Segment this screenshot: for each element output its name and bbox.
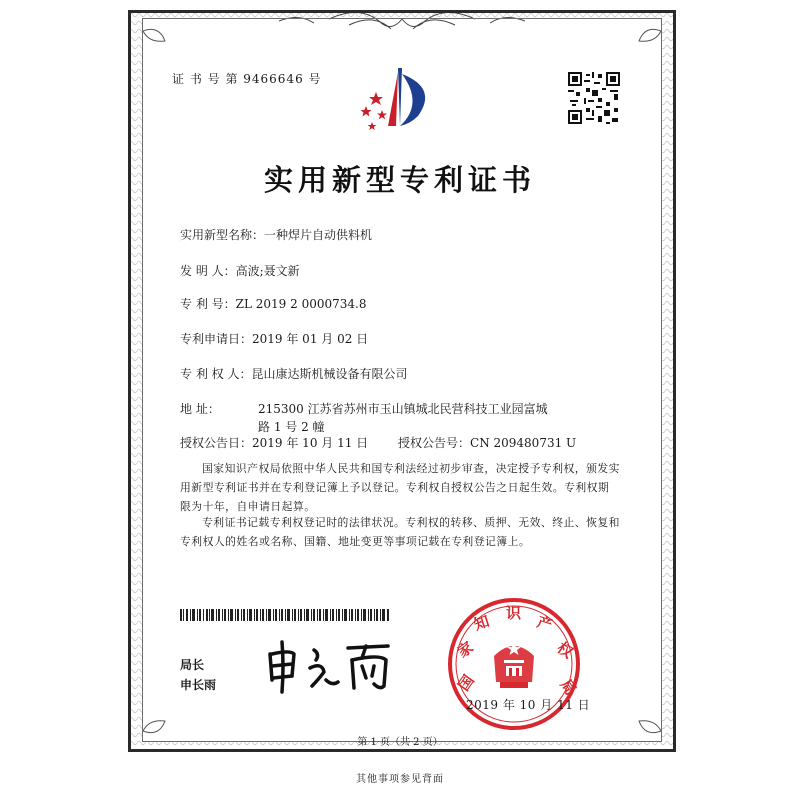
field-grant-announce-number: [398, 434, 576, 452]
field-patent-number: [180, 295, 366, 313]
field-value: 高波;聂文新: [235, 264, 300, 278]
field-patentee: [180, 365, 407, 383]
field-label: 发 明 人：: [180, 264, 236, 278]
page-number: 第 1 页（共 2 页）: [357, 737, 443, 748]
seal-date: 2019 年 10 月 11 日: [466, 698, 591, 712]
field-value: 一种焊片自动供料机: [264, 228, 373, 242]
field-label: 专 利 权 人：: [180, 367, 252, 381]
svg-text:识: 识: [506, 604, 522, 622]
svg-text:家: 家: [453, 637, 477, 662]
footer-note: 其他事项参见背面: [356, 774, 444, 785]
director-signature: [262, 636, 402, 694]
field-label: 地 址：: [180, 402, 220, 416]
field-label: 授权公告日：: [180, 436, 253, 450]
field-value: 昆山康达斯机械设备有限公司: [251, 367, 408, 381]
body-paragraph: 专利证书记载专利权登记时的法律状况。专利权的转移、质押、无效、终止、恢复和专利权人的姓名或名称、国籍、地址变更等事项记载在专利登记簿上。: [180, 516, 620, 548]
qr-code: [566, 70, 622, 126]
patent-office-emblem-icon: [352, 64, 448, 144]
field-address: [180, 400, 560, 436]
field-label: 授权公告号：: [398, 436, 471, 450]
svg-text:权: 权: [553, 638, 577, 662]
field-label: 专 利 号：: [180, 297, 236, 311]
svg-text:知: 知: [471, 612, 492, 634]
field-utility-name: [180, 226, 372, 244]
director-title: 局长: [180, 658, 205, 672]
field-application-date: [180, 330, 368, 348]
field-label: 实用新型名称：: [180, 228, 265, 242]
director-name: 申长雨: [180, 678, 217, 692]
field-value: 2019 年 10 月 11 日: [252, 436, 369, 450]
certificate-title: 实用新型专利证书: [263, 163, 536, 197]
field-value: 2019 年 01 月 02 日: [252, 332, 369, 346]
certificate-number: 证 书 号 第 9466646 号: [172, 72, 322, 86]
svg-text:国: 国: [454, 671, 478, 695]
field-label: 专利申请日：: [180, 332, 253, 346]
field-value: 215300 江苏省苏州市玉山镇城北民营科技工业园富城路 1 号 2 幢: [258, 402, 548, 434]
svg-text:局: 局: [556, 675, 581, 699]
field-grant-announce-date: [180, 434, 368, 452]
field-inventor: [180, 262, 300, 280]
svg-text:产: 产: [534, 612, 555, 635]
barcode: [180, 606, 390, 618]
field-value: CN 209480731 U: [470, 436, 577, 450]
field-value: ZL 2019 2 0000734.8: [235, 297, 367, 311]
body-paragraph: 国家知识产权局依照中华人民共和国专利法经过初步审查，决定授予专利权，颁发实用新型专利证书并在专利登记簿上予以登记。专利权自授权公告之日起生效。专利权期限为十年，自申请日起算。: [180, 462, 620, 513]
